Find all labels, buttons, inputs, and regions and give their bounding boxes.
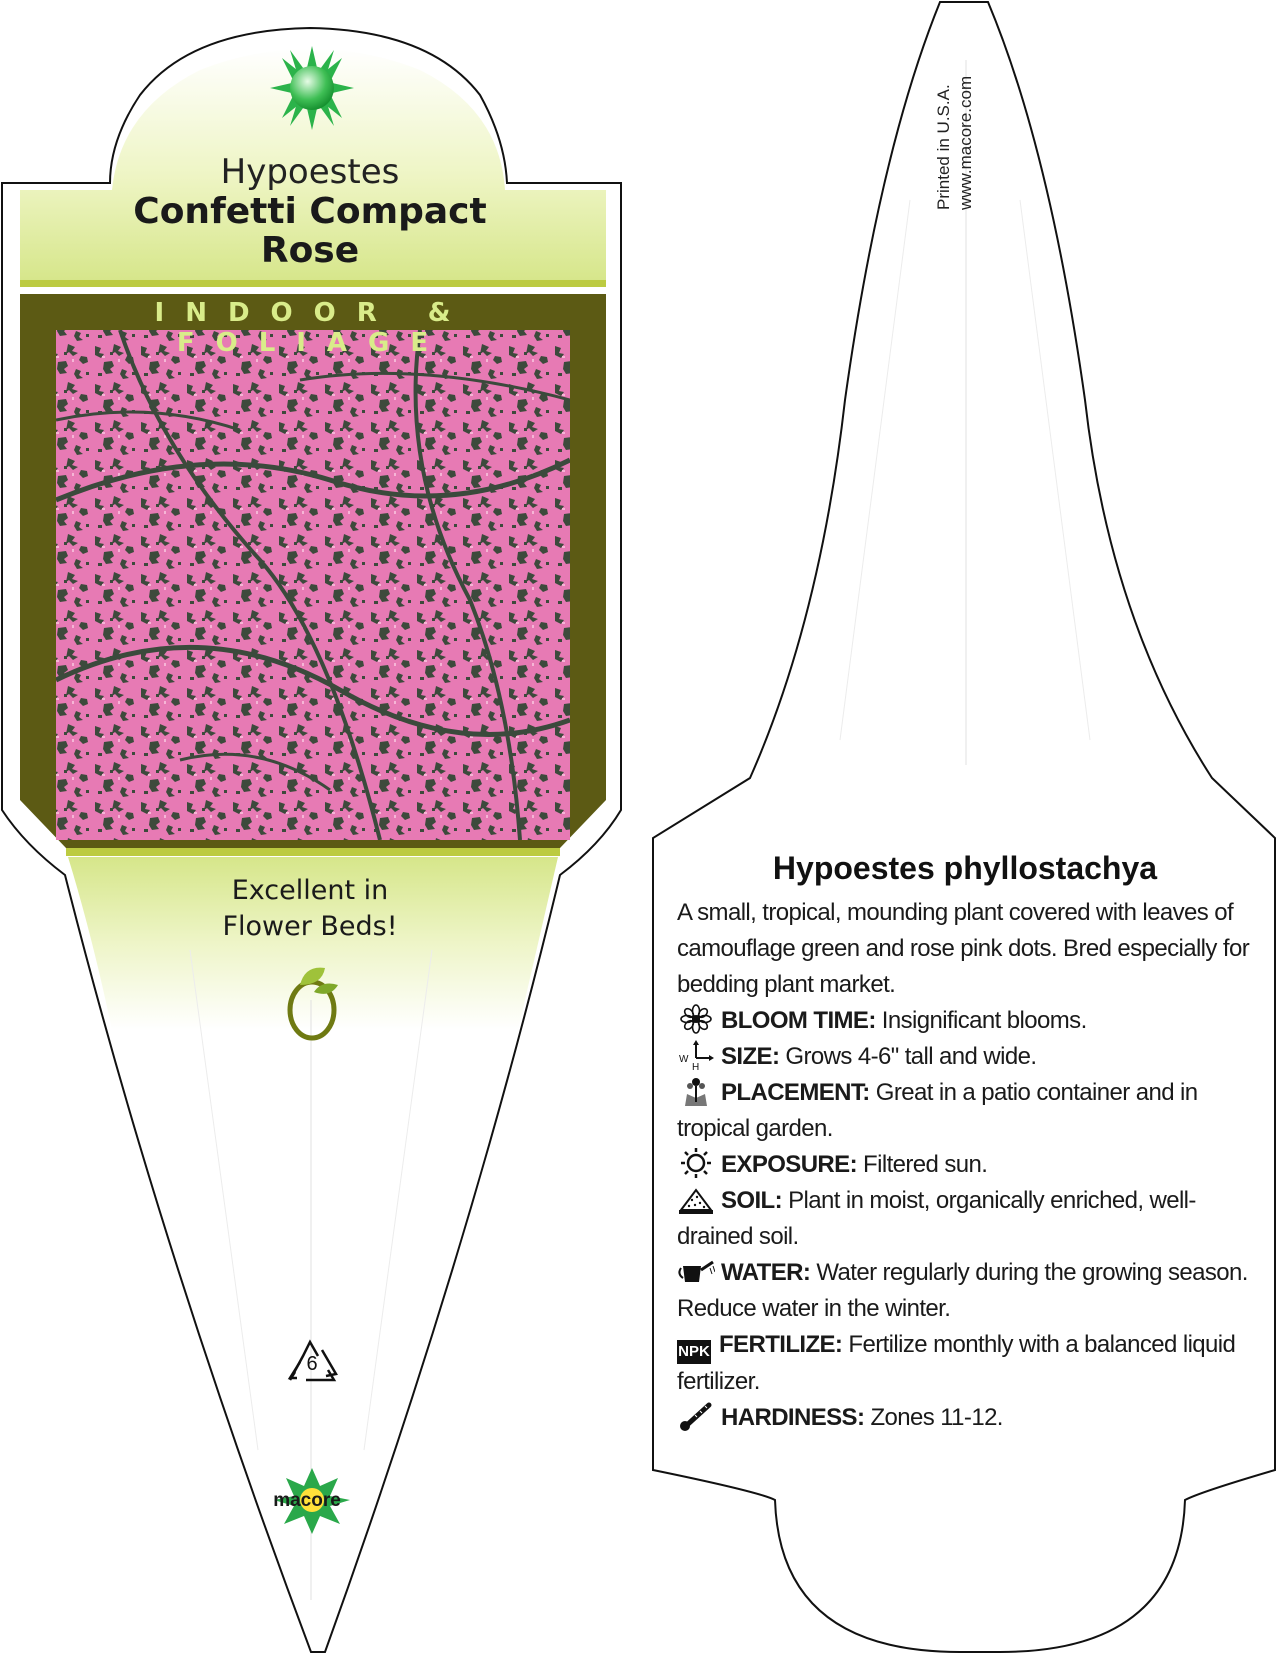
- printed-in-text: Printed in U.S.A.: [934, 84, 953, 210]
- care-label: SIZE:: [721, 1043, 780, 1070]
- care-text: Grows 4-6" tall and wide.: [785, 1043, 1037, 1070]
- brand-name: macore: [273, 1490, 341, 1511]
- care-label: HARDINESS:: [721, 1404, 865, 1431]
- size-icon-w: W: [679, 1054, 688, 1065]
- care-label: PLACEMENT:: [721, 1079, 870, 1106]
- plant-photo: [56, 330, 570, 840]
- common-name: Hypoestes: [220, 152, 400, 192]
- sun-logo-icon: [270, 46, 354, 130]
- cultivar-line-1: Confetti Compact: [133, 191, 487, 232]
- care-size: [677, 1039, 1257, 1075]
- website-text: www.macore.com: [956, 75, 975, 210]
- botanical-name: Hypoestes phyllostachya: [772, 850, 1158, 886]
- care-soil: [677, 1183, 1257, 1255]
- size-icon: [677, 1040, 715, 1070]
- cultivar-line-2: Rose: [260, 230, 360, 271]
- care-text: Zones 11-12.: [870, 1404, 1003, 1431]
- sun-icon: [677, 1148, 715, 1178]
- care-label: BLOOM TIME:: [721, 1007, 876, 1034]
- category-label: INDOOR & FOLIAGE: [154, 298, 472, 358]
- tagline-line-1: Excellent in: [231, 875, 389, 906]
- plant-description-block: [677, 895, 1257, 1436]
- care-text: Plant in moist, organically enriched, well-drained soil.: [677, 1187, 1196, 1250]
- tagline-line-2: Flower Beds!: [222, 911, 398, 942]
- cultivar-name: [60, 192, 560, 270]
- care-text: Insignificant blooms.: [881, 1007, 1087, 1034]
- flower-icon: [677, 1004, 715, 1034]
- care-label: SOIL:: [721, 1187, 782, 1214]
- care-label: EXPOSURE:: [721, 1151, 857, 1178]
- care-placement: [677, 1075, 1257, 1147]
- care-bloom-time: [677, 1003, 1257, 1039]
- npk-icon: NPK: [677, 1340, 711, 1364]
- tagline: [160, 873, 460, 945]
- care-text: Fertilize monthly with a balanced liquid fertilizer.: [677, 1331, 1236, 1395]
- recycle-code: 6: [306, 1353, 318, 1375]
- description-text: A small, tropical, mounding plant covered with leaves of camouflage green and rose pink dots. Bred especially for bedding plant market.: [677, 899, 1250, 998]
- care-hardiness: [677, 1400, 1257, 1436]
- care-fertilize: [677, 1327, 1257, 1400]
- care-text: Filtered sun.: [863, 1151, 988, 1178]
- care-exposure: [677, 1147, 1257, 1183]
- printer-credit: [933, 76, 977, 210]
- care-label: WATER:: [721, 1259, 811, 1286]
- soil-icon: [677, 1184, 715, 1214]
- thermometer-icon: [677, 1401, 715, 1431]
- care-water: [677, 1255, 1257, 1327]
- size-icon-h: H: [692, 1062, 699, 1070]
- placement-icon: [677, 1076, 715, 1106]
- watering-can-icon: [677, 1256, 715, 1286]
- care-text: Great in a patio container and in tropical garden.: [677, 1079, 1198, 1142]
- care-label: FERTILIZE:: [719, 1331, 843, 1358]
- care-text: Water regularly during the growing season. Reduce water in the winter.: [677, 1259, 1248, 1322]
